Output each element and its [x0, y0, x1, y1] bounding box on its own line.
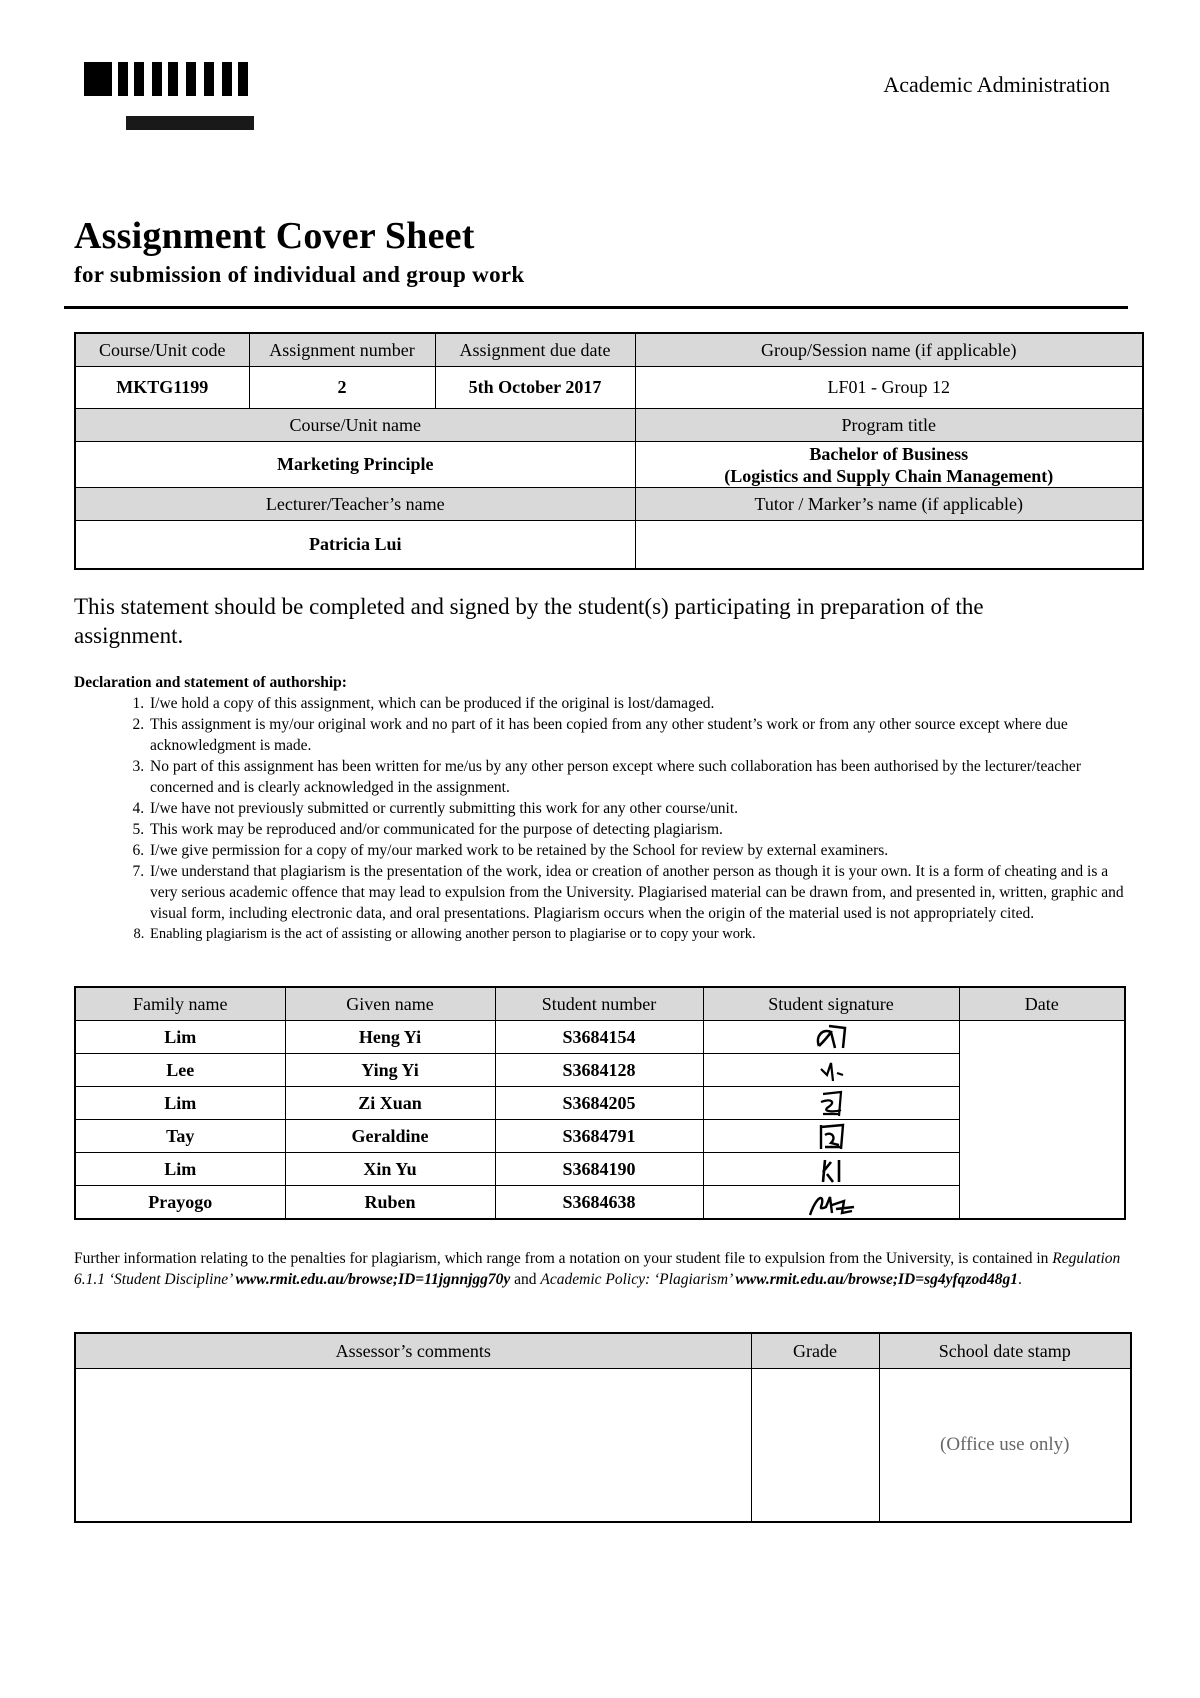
policy-link[interactable]: www.rmit.edu.au/browse;ID=sg4yfqzod48g1 [735, 1271, 1018, 1288]
students-header-row [75, 987, 1125, 1021]
header-due-date: Assignment due date [435, 333, 635, 367]
family-name-cell: Tay [75, 1120, 285, 1153]
conjunction-text: and [510, 1271, 541, 1288]
student-number-cell: S3684791 [495, 1120, 703, 1153]
page-title: Assignment Cover Sheet [74, 215, 475, 257]
declaration-item: 6. I/we give permission for a copy of my/our marked work to be retained by the School for review by external examiners. [148, 840, 1134, 861]
course-name-header-row [75, 409, 1143, 442]
family-name-cell: Lim [75, 1087, 285, 1120]
header-course-name: Course/Unit name [75, 409, 635, 442]
signature-image [801, 1121, 861, 1151]
lecturer-header-row [75, 488, 1143, 521]
course-header-row [75, 333, 1143, 367]
plagiarism-info [74, 1248, 1138, 1290]
tutor-value [635, 521, 1143, 569]
header-lecturer: Lecturer/Teacher’s name [75, 488, 635, 521]
regulation-reference: Regulation 6.1.1 ‘Student Discipline’ [74, 1250, 1121, 1288]
header-given-name: Given name [285, 987, 495, 1021]
title-divider [64, 306, 1128, 309]
page-subtitle: for submission of individual and group work [74, 262, 525, 287]
rmit-logo [82, 62, 282, 132]
header-assessor-comments: Assessor’s comments [75, 1333, 751, 1369]
program-title-value [635, 442, 1143, 488]
signature-cell [703, 1120, 959, 1153]
header-group-session: Group/Session name (if applicable) [635, 333, 1143, 367]
given-name-cell: Xin Yu [285, 1153, 495, 1186]
signature-cell [703, 1186, 959, 1220]
student-number-cell: S3684128 [495, 1054, 703, 1087]
assessor-header-row [75, 1333, 1131, 1369]
given-name-cell: Geraldine [285, 1120, 495, 1153]
group-session-value: LF01 - Group 12 [635, 367, 1143, 409]
given-name-cell: Ruben [285, 1186, 495, 1220]
course-code-value: MKTG1199 [75, 367, 249, 409]
declaration-item: 2. This assignment is my/our original work and no part of it has been copied from any other student’s work or from any other source except where due acknowledgment is made. [148, 714, 1134, 756]
signature-cell [703, 1054, 959, 1087]
declaration-item: 3. No part of this assignment has been written for me/us by any other person except where such collaboration has been authorised by the lecturer/teacher concerned and is clearly acknowledged in the assignment. [148, 756, 1134, 798]
declaration-list [74, 693, 1134, 945]
plagiarism-info-text: Further information relating to the penalties for plagiarism, which range from a notation on your student file to expulsion from the University, is contained in [74, 1250, 1053, 1267]
policy-reference: Academic Policy: ‘Plagiarism’ [540, 1271, 736, 1288]
header-course-code: Course/Unit code [75, 333, 249, 367]
family-name-cell: Prayogo [75, 1186, 285, 1220]
due-date-value: 5th October 2017 [435, 367, 635, 409]
statement-text: This statement should be completed and signed by the student(s) participating in preparation of the assignment. [74, 594, 984, 648]
declaration-item: 4. I/we have not previously submitted or currently submitting this work for any other course/unit. [148, 798, 1134, 819]
course-values-row [75, 367, 1143, 409]
header-date: Date [959, 987, 1125, 1021]
regulation-link[interactable]: www.rmit.edu.au/browse;ID=11jgnnjgg70y [235, 1271, 511, 1288]
declaration-item: 8. Enabling plagiarism is the act of assisting or allowing another person to plagiarise or to copy your work. [148, 924, 1134, 945]
signature-image [801, 1022, 861, 1052]
signature-cell [703, 1153, 959, 1186]
given-name-cell: Heng Yi [285, 1021, 495, 1054]
assessor-comments-cell [75, 1369, 751, 1523]
header-program-title: Program title [635, 409, 1143, 442]
rmit-logo-graphic [82, 62, 282, 132]
declaration-item: 7. I/we understand that plagiarism is the presentation of the work, idea or creation of another person as though it is your own. It is a form of cheating and is a very serious academic offence that may lead to expulsion from the University. Plagiarised material can be drawn from, and presented in, written, graphic and visual form, including electronic data, and oral presentations. Plagiarism occurs when the origin of the material used is not appropriately cited. [148, 861, 1134, 924]
course-details-table [74, 332, 1144, 570]
declaration-heading: Declaration and statement of authorship: [74, 674, 347, 691]
signature-image [801, 1088, 861, 1118]
header-tutor: Tutor / Marker’s name (if applicable) [635, 488, 1143, 521]
program-title-line1: Bachelor of Business [809, 443, 969, 464]
header-student-signature: Student signature [703, 987, 959, 1021]
signature-image [801, 1154, 861, 1184]
course-name-row [75, 442, 1143, 488]
header-student-number: Student number [495, 987, 703, 1021]
signature-image [801, 1055, 861, 1085]
office-use-note: (Office use only) [940, 1434, 1070, 1455]
given-name-cell: Ying Yi [285, 1054, 495, 1087]
assessor-table [74, 1332, 1132, 1523]
student-number-cell: S3684190 [495, 1153, 703, 1186]
family-name-cell: Lee [75, 1054, 285, 1087]
students-table [74, 986, 1126, 1220]
signature-image [796, 1187, 866, 1217]
date-stamp-cell [879, 1369, 1131, 1523]
declaration-item: 5. This work may be reproduced and/or communicated for the purpose of detecting plagiarism. [148, 819, 1134, 840]
department-name: Academic Administration [883, 72, 1110, 97]
grade-cell [751, 1369, 879, 1523]
family-name-cell: Lim [75, 1021, 285, 1054]
end-punctuation: . [1017, 1271, 1022, 1288]
assignment-number-value: 2 [249, 367, 435, 409]
lecturer-value: Patricia Lui [75, 521, 635, 569]
student-number-cell: S3684205 [495, 1087, 703, 1120]
header-assignment-number: Assignment number [249, 333, 435, 367]
declaration-item: 1. I/we hold a copy of this assignment, which can be produced if the original is lost/damaged. [148, 693, 1134, 714]
date-cell [959, 1021, 1125, 1220]
header-school-date-stamp: School date stamp [879, 1333, 1131, 1369]
student-number-cell: S3684638 [495, 1186, 703, 1220]
given-name-cell: Zi Xuan [285, 1087, 495, 1120]
student-number-cell: S3684154 [495, 1021, 703, 1054]
family-name-cell: Lim [75, 1153, 285, 1186]
header-family-name: Family name [75, 987, 285, 1021]
lecturer-row [75, 521, 1143, 569]
signature-cell [703, 1087, 959, 1120]
assessor-body-row [75, 1369, 1131, 1523]
course-name-value: Marketing Principle [75, 442, 635, 488]
table-row [75, 1021, 1125, 1054]
program-title-line2: (Logistics and Supply Chain Management) [724, 465, 1054, 486]
header-grade: Grade [751, 1333, 879, 1369]
declaration-section [74, 672, 1134, 945]
signature-cell [703, 1021, 959, 1054]
